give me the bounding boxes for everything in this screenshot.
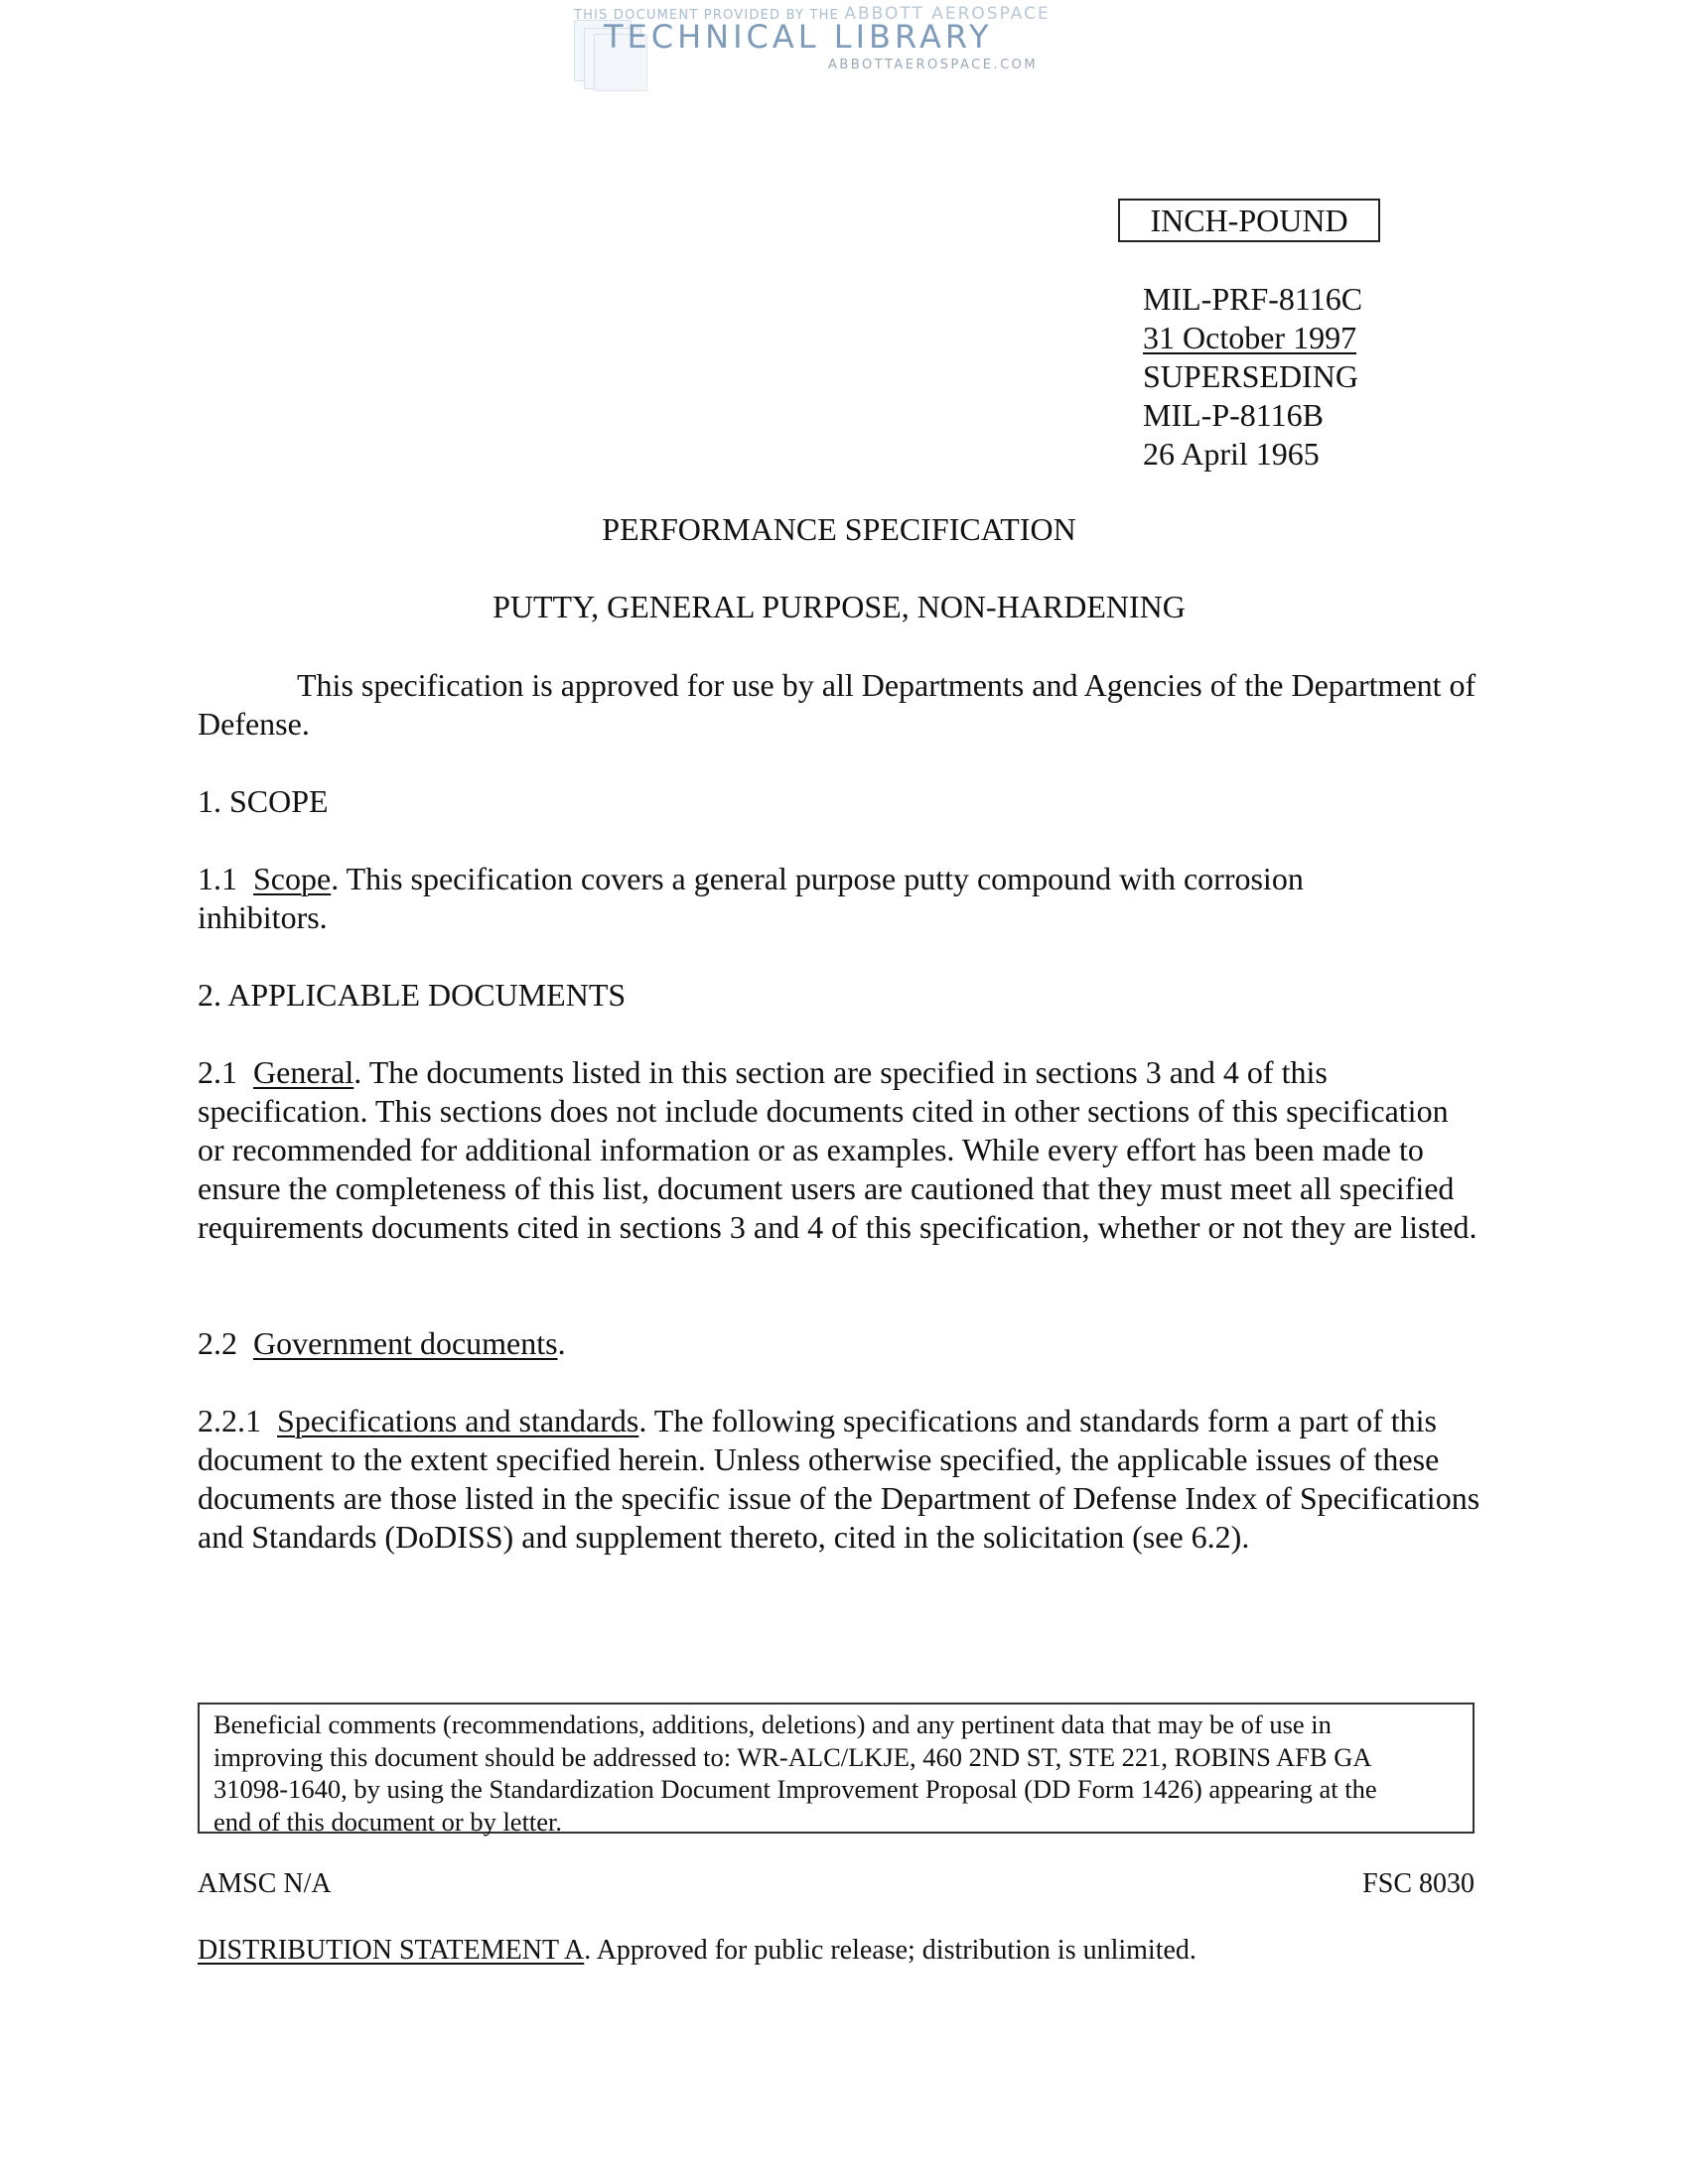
section-title: Specifications and standards bbox=[277, 1403, 639, 1438]
section-number: 2.1 bbox=[198, 1054, 237, 1090]
amsc-code: AMSC N/A bbox=[198, 1868, 332, 1899]
comments-line: improving this document should be addressed to: WR-ALC/LKJE, 460 2ND ST, STE 221, ROBINS AFB GA bbox=[213, 1741, 1372, 1772]
section-1-1 bbox=[198, 860, 1498, 937]
comments-line: end of this document or by letter. bbox=[213, 1806, 563, 1837]
section-title: General bbox=[253, 1054, 354, 1090]
approval-statement bbox=[198, 666, 1498, 744]
section-number: 2.2 bbox=[198, 1325, 237, 1361]
section-title: Government documents bbox=[253, 1325, 558, 1361]
section-2-1 bbox=[198, 1053, 1498, 1247]
spec-subject-title: PUTTY, GENERAL PURPOSE, NON-HARDENING bbox=[492, 589, 1186, 624]
beneficial-comments-box bbox=[198, 1703, 1475, 1837]
watermark-url: ABBOTTAEROSPACE.COM bbox=[828, 58, 1039, 72]
superseded-date: 26 April 1965 bbox=[1143, 436, 1320, 472]
superseded-number: MIL-P-8116B bbox=[1143, 397, 1324, 433]
comments-line: Beneficial comments (recommendations, additions, deletions) and any pertinent data that may be of use in bbox=[213, 1709, 1332, 1739]
section-2-2-1 bbox=[198, 1402, 1498, 1557]
watermark-brand: ABBOTT AEROSPACE bbox=[844, 4, 1051, 24]
fsc-code: FSC 8030 bbox=[1362, 1868, 1475, 1899]
section-2-2 bbox=[198, 1324, 1498, 1363]
approval-text: This specification is approved for use by all Departments and Agencies of the Department of Defense. bbox=[198, 667, 1477, 742]
section-text: . bbox=[557, 1325, 566, 1361]
distribution-text: . Approved for public release; distribution is unlimited. bbox=[584, 1935, 1196, 1966]
units-badge: INCH-POUND bbox=[1118, 199, 1380, 242]
section-title: Scope bbox=[253, 861, 332, 896]
section-number: 1.1 bbox=[198, 861, 237, 896]
watermark-prefix: THIS DOCUMENT PROVIDED BY THE bbox=[574, 8, 839, 23]
spec-type-title: PERFORMANCE SPECIFICATION bbox=[602, 511, 1076, 547]
section-1-heading: 1. SCOPE bbox=[198, 783, 329, 819]
document-number: MIL-PRF-8116C bbox=[1143, 281, 1363, 317]
section-text: . The documents listed in this section are specified in sections 3 and 4 of this specification. This sections does not include documents cited in other sections of this specification or recommended for additional information or as examples. While every effort has been made to ensure the completeness of this list, document users are cautioned that they must meet all specified requirements documents cited in sections 3 and 4 of this specification, whether or not they are listed. bbox=[198, 1054, 1477, 1245]
document-header bbox=[1143, 280, 1362, 474]
superseding-label: SUPERSEDING bbox=[1143, 358, 1358, 394]
comments-line: 31098-1640, by using the Standardization Document Improvement Proposal (DD Form 1426) appearing at the bbox=[213, 1774, 1377, 1805]
section-text: . The following specifications and standards form a part of this document to the extent specified herein. Unless otherwise specified, the applicable issues of these documents are those listed in the specific issue of the Department of Defense Index of Specifications and Standards (DoDISS) and supplement thereto, cited in the solicitation (see 6.2). bbox=[198, 1403, 1480, 1555]
document-date: 31 October 1997 bbox=[1143, 320, 1357, 355]
watermark-title: TECHNICAL LIBRARY bbox=[604, 18, 993, 56]
distribution-label: DISTRIBUTION STATEMENT A bbox=[198, 1935, 585, 1966]
section-text: . This specification covers a general purpose putty compound with corrosion inhibitors. bbox=[198, 861, 1304, 935]
section-2-heading: 2. APPLICABLE DOCUMENTS bbox=[198, 977, 627, 1013]
section-number: 2.2.1 bbox=[198, 1403, 261, 1438]
distribution-statement bbox=[198, 1931, 1196, 1970]
